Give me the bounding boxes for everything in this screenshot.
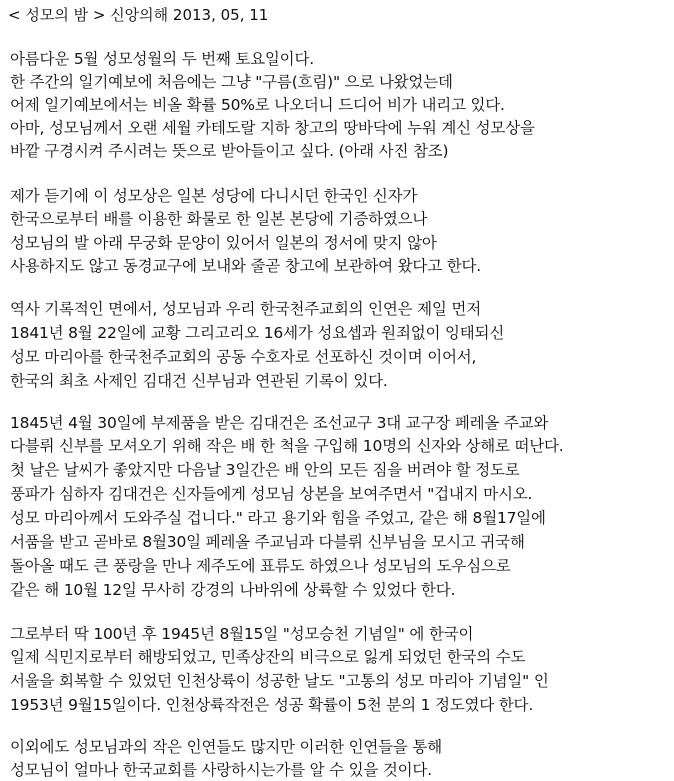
body-line: 한국의 최초 사제인 김대건 신부님과 연관된 기록이 있다. xyxy=(10,372,388,390)
body-line: 성모 마리아께서 도와주실 겁니다." 라고 용기와 힘을 주었고, 같은 해 8월17일에 xyxy=(10,509,546,527)
body-line: 돌아올 때도 큰 풍랑을 만나 제주도에 표류도 하였으나 성모님의 도우심으로 xyxy=(10,557,511,575)
body-line: 한 주간의 일기예보에 처음에는 그냥 "구름(흐림)" 으로 나왔었는데 xyxy=(10,73,453,91)
body-line: 이외에도 성모님과의 작은 인연들도 많지만 이러한 인연들을 통해 xyxy=(10,738,442,756)
body-line: 바깥 구경시켜 주시려는 뜻으로 받아들이고 싶다. (아래 사진 참조) xyxy=(10,142,449,160)
body-line: 풍파가 심하자 김대건은 신자들에게 성모님 상본을 보여주면서 "겁내지 마시오. xyxy=(10,485,533,503)
body-line: 역사 기록적인 면에서, 성모님과 우리 한국천주교회의 인연은 제일 먼저 xyxy=(10,300,481,318)
post-header xyxy=(8,5,268,25)
category-link[interactable]: < 성모의 밤 > xyxy=(8,6,106,24)
body-line: 같은 해 10월 12일 무사히 강경의 나바위에 상륙할 수 있었다 한다. xyxy=(10,581,456,599)
body-line: 서품을 받고 곧바로 8월30일 페레올 주교님과 다블뤼 신부님을 모시고 귀국해 xyxy=(10,533,525,551)
body-line: 그로부터 딱 100년 후 1945년 8월15일 "성모승천 기념일" 에 한국이 xyxy=(10,625,474,643)
body-line: 제가 듣기에 이 성모상은 일본 성당에 다니시던 한국인 신자가 xyxy=(10,187,418,205)
body-line: 서울을 회복할 수 있었던 인천상륙이 성공한 날도 "고통의 성모 마리아 기념일" 인 xyxy=(10,672,549,690)
body-line: 한국으로부터 배를 이용한 화물로 한 일본 본당에 기증하였으나 xyxy=(10,210,428,228)
body-line: 사용하지도 않고 동경교구에 보내와 줄곧 창고에 보관하여 왔다고 한다. xyxy=(10,257,481,275)
body-line: 아마, 성모님께서 오랜 세월 카테도랄 지하 창고의 땅바닥에 누워 계신 성모상을 xyxy=(10,119,535,137)
body-line: 1953년 9월15일이다. 인천상륙작전은 성공 확률이 5천 분의 1 정도였다 한다. xyxy=(10,696,534,714)
body-line: 어제 일기예보에서는 비올 확률 50%로 나오더니 드디어 비가 내리고 있다. xyxy=(10,96,505,114)
author-date: 신앙의해 2013, 05, 11 xyxy=(110,6,269,24)
body-line: 1845년 4월 30일에 부제품을 받은 김대건은 조선교구 3대 교구장 페레올 주교와 xyxy=(10,414,549,432)
body-line: 1841년 8월 22일에 교황 그리고리오 16세가 성요셉과 원죄없이 잉태되신 xyxy=(10,324,505,342)
body-line: 성모 마리아를 한국천주교회의 공동 수호자로 선포하신 것이며 이어서, xyxy=(10,348,477,366)
body-line: 첫 날은 날씨가 좋았지만 다음날 3일간은 배 안의 모든 짐을 버려야 할 정도로 xyxy=(10,461,520,479)
body-line: 일제 식민지로부터 해방되었고, 민족상잔의 비극으로 잃게 되었던 한국의 수도 xyxy=(10,648,526,666)
body-line: 성모님이 얼마나 한국교회를 사랑하시는가를 알 수 있을 것이다. xyxy=(10,761,432,779)
body-line: 다블뤼 신부를 모셔오기 위해 작은 배 한 척을 구입해 10명의 신자와 상해로 떠난다. xyxy=(10,437,564,455)
body-line: 성모님의 발 아래 무궁화 문양이 있어서 일본의 정서에 맞지 않아 xyxy=(10,234,437,252)
body-line: 아름다운 5월 성모성월의 두 번째 토요일이다. xyxy=(10,50,314,68)
